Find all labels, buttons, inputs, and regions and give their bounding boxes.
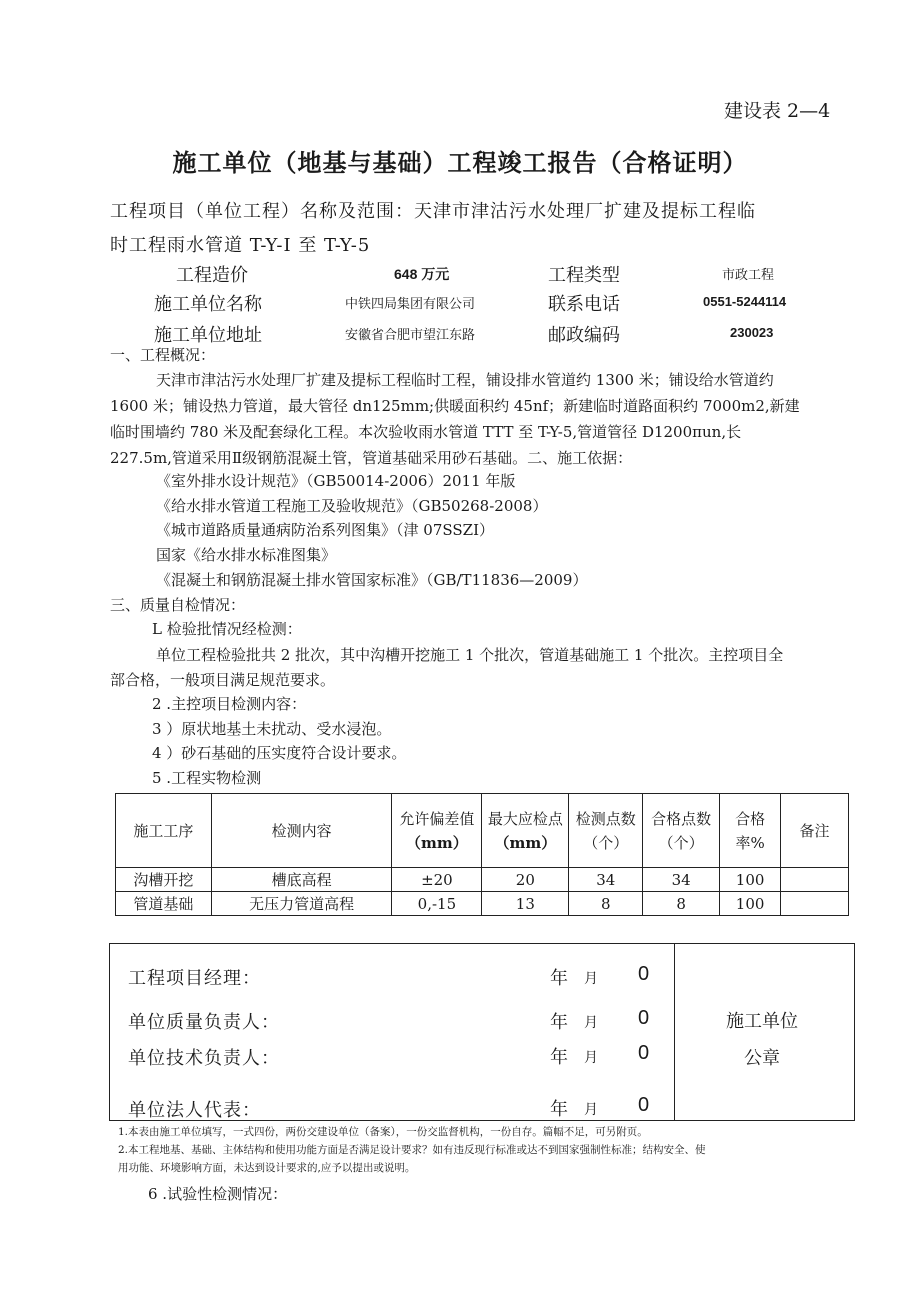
cell-content: 无压力管道高程 xyxy=(211,892,392,916)
header-tolerance-line2: （mm） xyxy=(406,833,468,852)
header-max-points-line2: （mm） xyxy=(494,833,557,852)
zip-value: 230023 xyxy=(730,325,774,340)
inspection-item-1: L 检验批情况经检测： xyxy=(152,620,302,638)
pm-day: 0 xyxy=(638,963,650,985)
header-passed xyxy=(643,794,720,868)
seal-label-line1: 施工单位 xyxy=(726,1011,798,1032)
reference-item: 《混凝土和钢筋混凝土排水管国家标准》（GB/T11836—2009） xyxy=(156,571,588,589)
header-tolerance-line1: 允许偏差值 xyxy=(399,809,475,828)
overview-line: 227.5m,管道采用Ⅱ级钢筋混凝土管，管道基础采用砂石基础。二、施工依据： xyxy=(110,449,633,467)
header-tolerance xyxy=(392,794,482,868)
legal-label: 单位法人代表： xyxy=(128,1100,261,1121)
section-3-heading: 三、质量自检情况： xyxy=(110,596,246,614)
quality-label: 单位质量负责人： xyxy=(128,1012,280,1033)
header-checked-line2: （个） xyxy=(583,833,629,852)
unit-value: 中铁四局集团有限公司 xyxy=(345,297,476,312)
tech-year: 年 xyxy=(550,1047,568,1068)
address-label: 施工单位地址 xyxy=(154,325,262,346)
quality-day: 0 xyxy=(638,1007,650,1029)
unit-label: 施工单位名称 xyxy=(154,294,262,315)
cell-passed: 8 xyxy=(643,892,720,916)
zip-label: 邮政编码 xyxy=(548,325,620,346)
phone-value: 0551-5244114 xyxy=(703,294,787,309)
inspection-item-2: 2 .主控项目检测内容： xyxy=(152,695,307,713)
cost-label: 工程造价 xyxy=(176,265,248,286)
signature-block xyxy=(109,943,855,1121)
table-header-row xyxy=(116,794,849,868)
signature-divider xyxy=(674,944,675,1120)
reference-item: 《城市道路质量通病防治系列图集》（津 07SSZI） xyxy=(156,521,494,539)
cell-passed: 34 xyxy=(643,868,720,892)
table-row xyxy=(116,892,849,916)
header-checked-line1: 检测点数 xyxy=(575,809,636,828)
inspection-table xyxy=(115,793,849,916)
type-label: 工程类型 xyxy=(548,265,620,286)
inspection-item-5: 5 .工程实物检测 xyxy=(152,769,262,787)
cell-content: 槽底高程 xyxy=(211,868,392,892)
overview-line: 临时围墙约 780 米及配套绿化工程。本次验收雨水管道 TTT 至 T-Y-5,管道管径 D1200πun,长 xyxy=(110,423,742,441)
cell-rate: 100 xyxy=(720,868,781,892)
reference-item: 国家《给水排水标准图集》 xyxy=(156,546,337,564)
tech-day: 0 xyxy=(638,1042,650,1064)
note-1: 1.本表由施工单位填写，一式四份，两份交建设单位（备案），一份交监督机构，一份自存。篇幅不足，可另附页。 xyxy=(118,1126,648,1138)
header-passed-line1: 合格点数 xyxy=(651,809,712,828)
quality-year: 年 xyxy=(550,1012,568,1033)
phone-label: 联系电话 xyxy=(548,294,620,315)
header-remark: 备注 xyxy=(781,794,849,868)
cell-max-points: 13 xyxy=(482,892,569,916)
overview-line: 1600 米；铺设热力管道，最大管径 dn125mm;供暖面积约 45nf；新建临时道路面积约 7000m2,新建 xyxy=(110,397,800,415)
cell-remark xyxy=(781,868,849,892)
header-max-points-line1: 最大应检点 xyxy=(487,809,563,828)
pm-label: 工程项目经理： xyxy=(128,968,261,989)
header-passed-line2: （个） xyxy=(658,833,704,852)
reference-item: 《室外排水设计规范》（GB50014-2006）2011 年版 xyxy=(156,472,516,490)
address-value: 安徽省合肥市望江东路 xyxy=(345,328,476,343)
cell-process: 沟槽开挖 xyxy=(116,868,212,892)
reference-item: 《给水排水管道工程施工及验收规范》（GB50268-2008） xyxy=(156,497,548,515)
header-rate-line2: 率% xyxy=(735,833,765,852)
project-name-line2: 时工程雨水管道 T-Y-I 至 T-Y-5 xyxy=(110,235,371,256)
tech-month: 月 xyxy=(584,1050,598,1066)
header-checked xyxy=(569,794,643,868)
header-rate-line1: 合格 xyxy=(735,809,766,828)
table-row xyxy=(116,868,849,892)
inspection-item-4: 4 ）砂石基础的压实度符合设计要求。 xyxy=(152,744,407,762)
note-2-line2: 用功能、环境影响方面，未达到设计要求的,应予以提出或说明。 xyxy=(118,1162,416,1174)
cell-process: 管道基础 xyxy=(116,892,212,916)
cell-tolerance: 0,-15 xyxy=(392,892,482,916)
section-1-heading: 一、工程概况： xyxy=(110,346,216,364)
quality-month: 月 xyxy=(584,1015,598,1031)
header-max-points xyxy=(482,794,569,868)
type-value: 市政工程 xyxy=(722,268,775,283)
note-2-line1: 2.本工程地基、基础、主体结构和使用功能方面是否满足设计要求？如有违反现行标准或达不到国家强制性标准；结构安全、使 xyxy=(118,1144,706,1156)
cost-value: 648 万元 xyxy=(394,266,450,282)
section-6-heading: 6 .试验性检测情况： xyxy=(148,1185,288,1203)
cell-checked: 34 xyxy=(569,868,643,892)
cell-remark xyxy=(781,892,849,916)
overview-line: 天津市津沽污水处理厂扩建及提标工程临时工程，铺设排水管道约 1300 米；铺设给水管道约 xyxy=(156,371,774,389)
cell-checked: 8 xyxy=(569,892,643,916)
header-process: 施工工序 xyxy=(116,794,212,868)
legal-day: 0 xyxy=(638,1094,650,1116)
legal-year: 年 xyxy=(550,1099,568,1120)
cell-tolerance: ±20 xyxy=(392,868,482,892)
header-content: 检测内容 xyxy=(211,794,392,868)
pm-year: 年 xyxy=(550,968,568,989)
header-rate xyxy=(720,794,781,868)
legal-month: 月 xyxy=(584,1102,598,1118)
seal-label-line2: 公章 xyxy=(744,1048,780,1069)
inspection-para-line: 单位工程检验批共 2 批次，其中沟槽开挖施工 1 个批次，管道基础施工 1 个批次。主控项目全 xyxy=(156,646,784,664)
form-code: 建设表 2—4 xyxy=(724,100,831,122)
tech-label: 单位技术负责人： xyxy=(128,1048,280,1069)
inspection-para-line: 部合格，一般项目满足规范要求。 xyxy=(110,671,336,689)
cell-rate: 100 xyxy=(720,892,781,916)
pm-month: 月 xyxy=(584,971,598,987)
page-title: 施工单位（地基与基础）工程竣工报告（合格证明） xyxy=(172,148,748,177)
project-name-line1: 工程项目（单位工程）名称及范围：天津市津沽污水处理厂扩建及提标工程临 xyxy=(110,201,756,222)
inspection-item-3: 3 ）原状地基土未扰动、受水浸泡。 xyxy=(152,720,392,738)
cell-max-points: 20 xyxy=(482,868,569,892)
